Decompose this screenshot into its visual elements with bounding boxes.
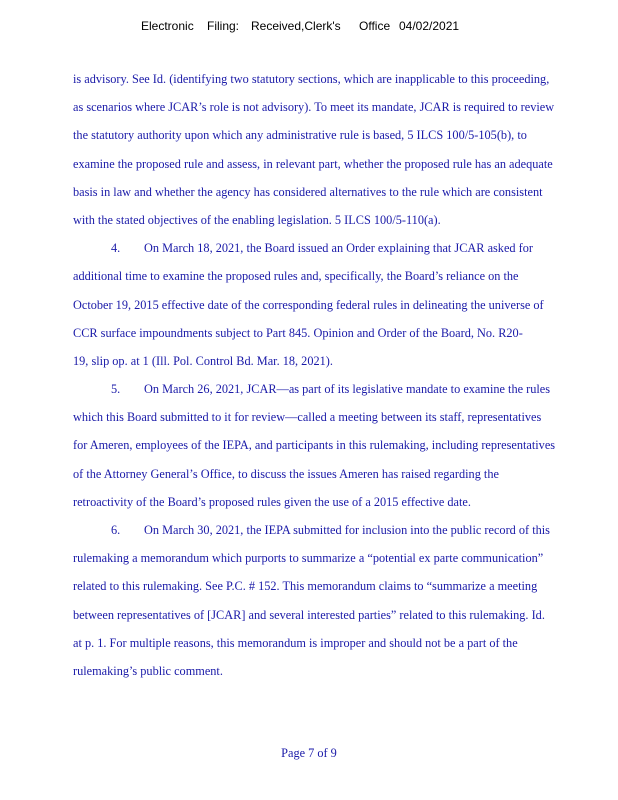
text-line: of the Attorney General’s Office, to discuss the issues Ameren has raised regarding the [73, 466, 499, 481]
text-line: CCR surface impoundments subject to Part 845. Opinion and Order of the Board, No. R20- [73, 325, 523, 340]
page-number: Page 7 of 9 [281, 746, 337, 760]
text-line: October 19, 2015 effective date of the corresponding federal rules in delineating the universe of [73, 297, 544, 312]
header-office: Office [359, 19, 391, 33]
text-line: as scenarios where JCAR’s role is not advisory). To meet its mandate, JCAR is required to review [73, 100, 555, 115]
text-line: at p. 1. For multiple reasons, this memorandum is improper and should not be a part of the [73, 635, 518, 650]
text-line: 19, slip op. at 1 (Ill. Pol. Control Bd. Mar. 18, 2021). [73, 353, 333, 368]
text-line: basis in law and whether the agency has considered alternatives to the rule which are consistent [73, 184, 543, 199]
paragraph-4 [73, 238, 595, 379]
paragraph-5 [73, 379, 595, 520]
text-line: rulemaking’s public comment. [73, 663, 223, 678]
paragraph-number: 4. [111, 241, 121, 256]
text-line: which this Board submitted to it for review—called a meeting between its staff, representatives [73, 410, 542, 425]
text-line: examine the proposed rule and assess, in relevant part, whether the proposed rule has an adequate [73, 156, 553, 171]
text-line: with the stated objectives of the enabling legislation. 5 ILCS 100/5-110(a). [73, 212, 441, 227]
text-line: between representatives of [JCAR] and several interested parties” related to this rulemaking. Id. [73, 607, 545, 622]
paragraph-number: 5. [111, 382, 121, 397]
paragraph-6 [73, 520, 595, 689]
text-line: the statutory authority upon which any administrative rule is based, 5 ILCS 100/5-105(b), to [73, 128, 527, 143]
document-body [73, 69, 595, 689]
text-line [73, 238, 595, 266]
text-line [73, 520, 595, 548]
text-span: On March 18, 2021, the Board issued an Order explaining that JCAR asked for [144, 241, 533, 256]
text-line [73, 379, 595, 407]
text-span: On March 30, 2021, the IEPA submitted for inclusion into the public record of this [144, 523, 550, 537]
filing-header [0, 19, 618, 39]
text-line: additional time to examine the proposed rules and, specifically, the Board’s reliance on the [73, 269, 519, 284]
text-line: is advisory. See Id. (identifying two statutory sections, which are inapplicable to this proceeding, [73, 72, 550, 86]
text-line: rulemaking a memorandum which purports to summarize a “potential ex parte communication” [73, 551, 544, 566]
header-date: 04/02/2021 [399, 19, 460, 33]
text-span: On March 26, 2021, JCAR—as part of its legislative mandate to examine the rules [144, 382, 551, 397]
text-line: related to this rulemaking. See P.C. # 152. This memorandum claims to “summarize a meeting [73, 579, 538, 594]
header-electronic: Electronic [141, 19, 194, 33]
paragraph-continuation [73, 69, 595, 238]
paragraph-number: 6. [111, 523, 121, 537]
header-filing: Filing: [207, 19, 240, 33]
header-received: Received,Clerk's [251, 19, 341, 33]
text-line: retroactivity of the Board’s proposed rules given the use of a 2015 effective date. [73, 494, 471, 509]
text-line: for Ameren, employees of the IEPA, and participants in this rulemaking, including representatives [73, 438, 556, 453]
